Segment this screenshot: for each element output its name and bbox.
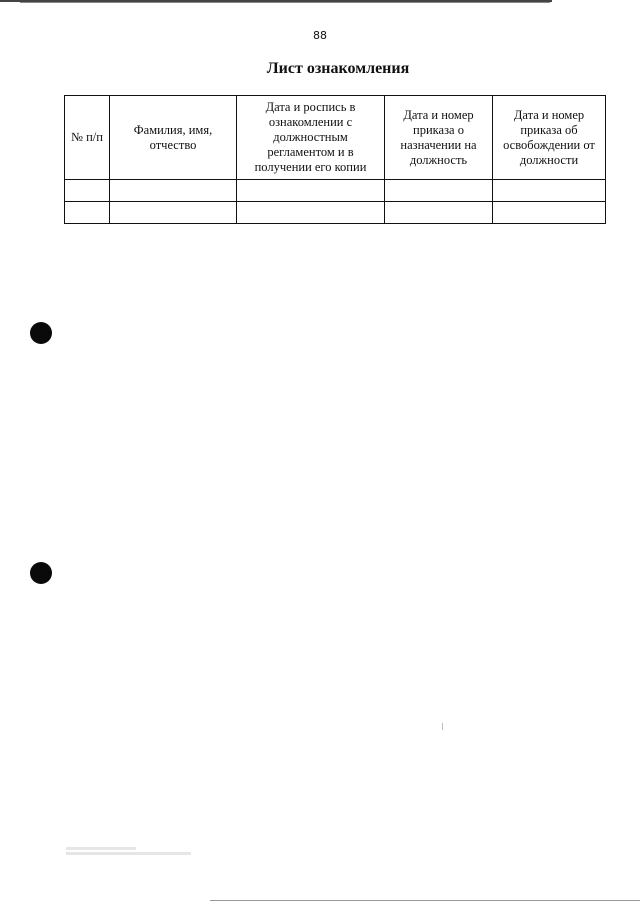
header-number: № п/п [65, 96, 110, 180]
header-dismissal-order: Дата и номер приказа об освобождении от должности [493, 96, 606, 180]
table-cell [493, 202, 606, 224]
header-signature-date: Дата и роспись в ознакомлении с должностным регламентом и в получении его копии [237, 96, 385, 180]
header-appointment-order: Дата и номер приказа о назначении на должность [385, 96, 493, 180]
acknowledgement-table [64, 95, 606, 224]
punch-hole-bottom [30, 562, 52, 584]
table-cell [110, 180, 237, 202]
table-cell [65, 180, 110, 202]
page-title: Лист ознакомления [266, 60, 410, 77]
table-header-row [65, 96, 606, 180]
table-cell [110, 202, 237, 224]
table-cell [385, 180, 493, 202]
page-number: 88 [313, 29, 327, 42]
table-row [65, 202, 606, 224]
table-row [65, 180, 606, 202]
faint-scan-marks [66, 845, 196, 863]
table-cell [237, 202, 385, 224]
table-cell [493, 180, 606, 202]
scan-top-edge-shadow [20, 2, 550, 3]
punch-hole-top [30, 322, 52, 344]
table-cell [385, 202, 493, 224]
scan-bottom-edge [210, 900, 640, 901]
header-full-name: Фамилия, имя, отчество [110, 96, 237, 180]
table-cell [237, 180, 385, 202]
table-cell [65, 202, 110, 224]
scan-speck [442, 723, 443, 730]
